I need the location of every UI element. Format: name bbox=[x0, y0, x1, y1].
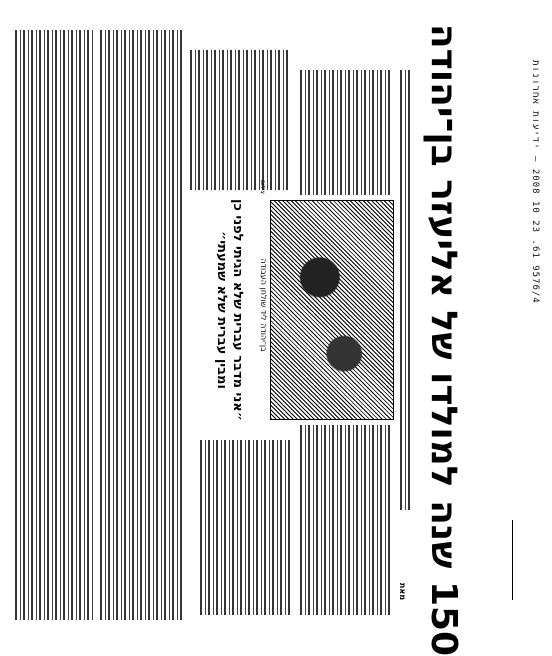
divider-line bbox=[512, 520, 513, 600]
text-column bbox=[400, 70, 410, 510]
photo-credit: ‏צילום bbox=[259, 180, 266, 194]
pullquote: ‏״אני מדבר עברית שלא הגיתי לפני כן ומבין עברית שלא שמעתי״ bbox=[214, 199, 245, 421]
metadata-line: ‏9576/4‏ 61. ‏23‏ ‏10 2008 — ‏ידיעות אחרונות bbox=[530, 60, 540, 304]
text-column bbox=[300, 425, 390, 615]
byline: ‏מאת bbox=[398, 582, 407, 600]
portrait-photo bbox=[270, 200, 394, 420]
text-column bbox=[15, 30, 95, 620]
clipping-metadata bbox=[520, 60, 540, 580]
photo-caption: ‏בן־יהודה ליד שולחן העבודה bbox=[259, 258, 268, 352]
byline-block bbox=[395, 520, 407, 600]
photo-caption-block bbox=[252, 220, 268, 390]
headline-block bbox=[408, 23, 480, 656]
text-column bbox=[200, 440, 290, 615]
text-column bbox=[300, 70, 390, 195]
photo-credit-block bbox=[256, 180, 266, 220]
text-column bbox=[100, 30, 185, 620]
text-column bbox=[190, 50, 290, 190]
headline: ‏150 שנה למולדו של אליעזר בן־יהודה bbox=[423, 23, 465, 656]
pullquote-block bbox=[195, 195, 245, 425]
